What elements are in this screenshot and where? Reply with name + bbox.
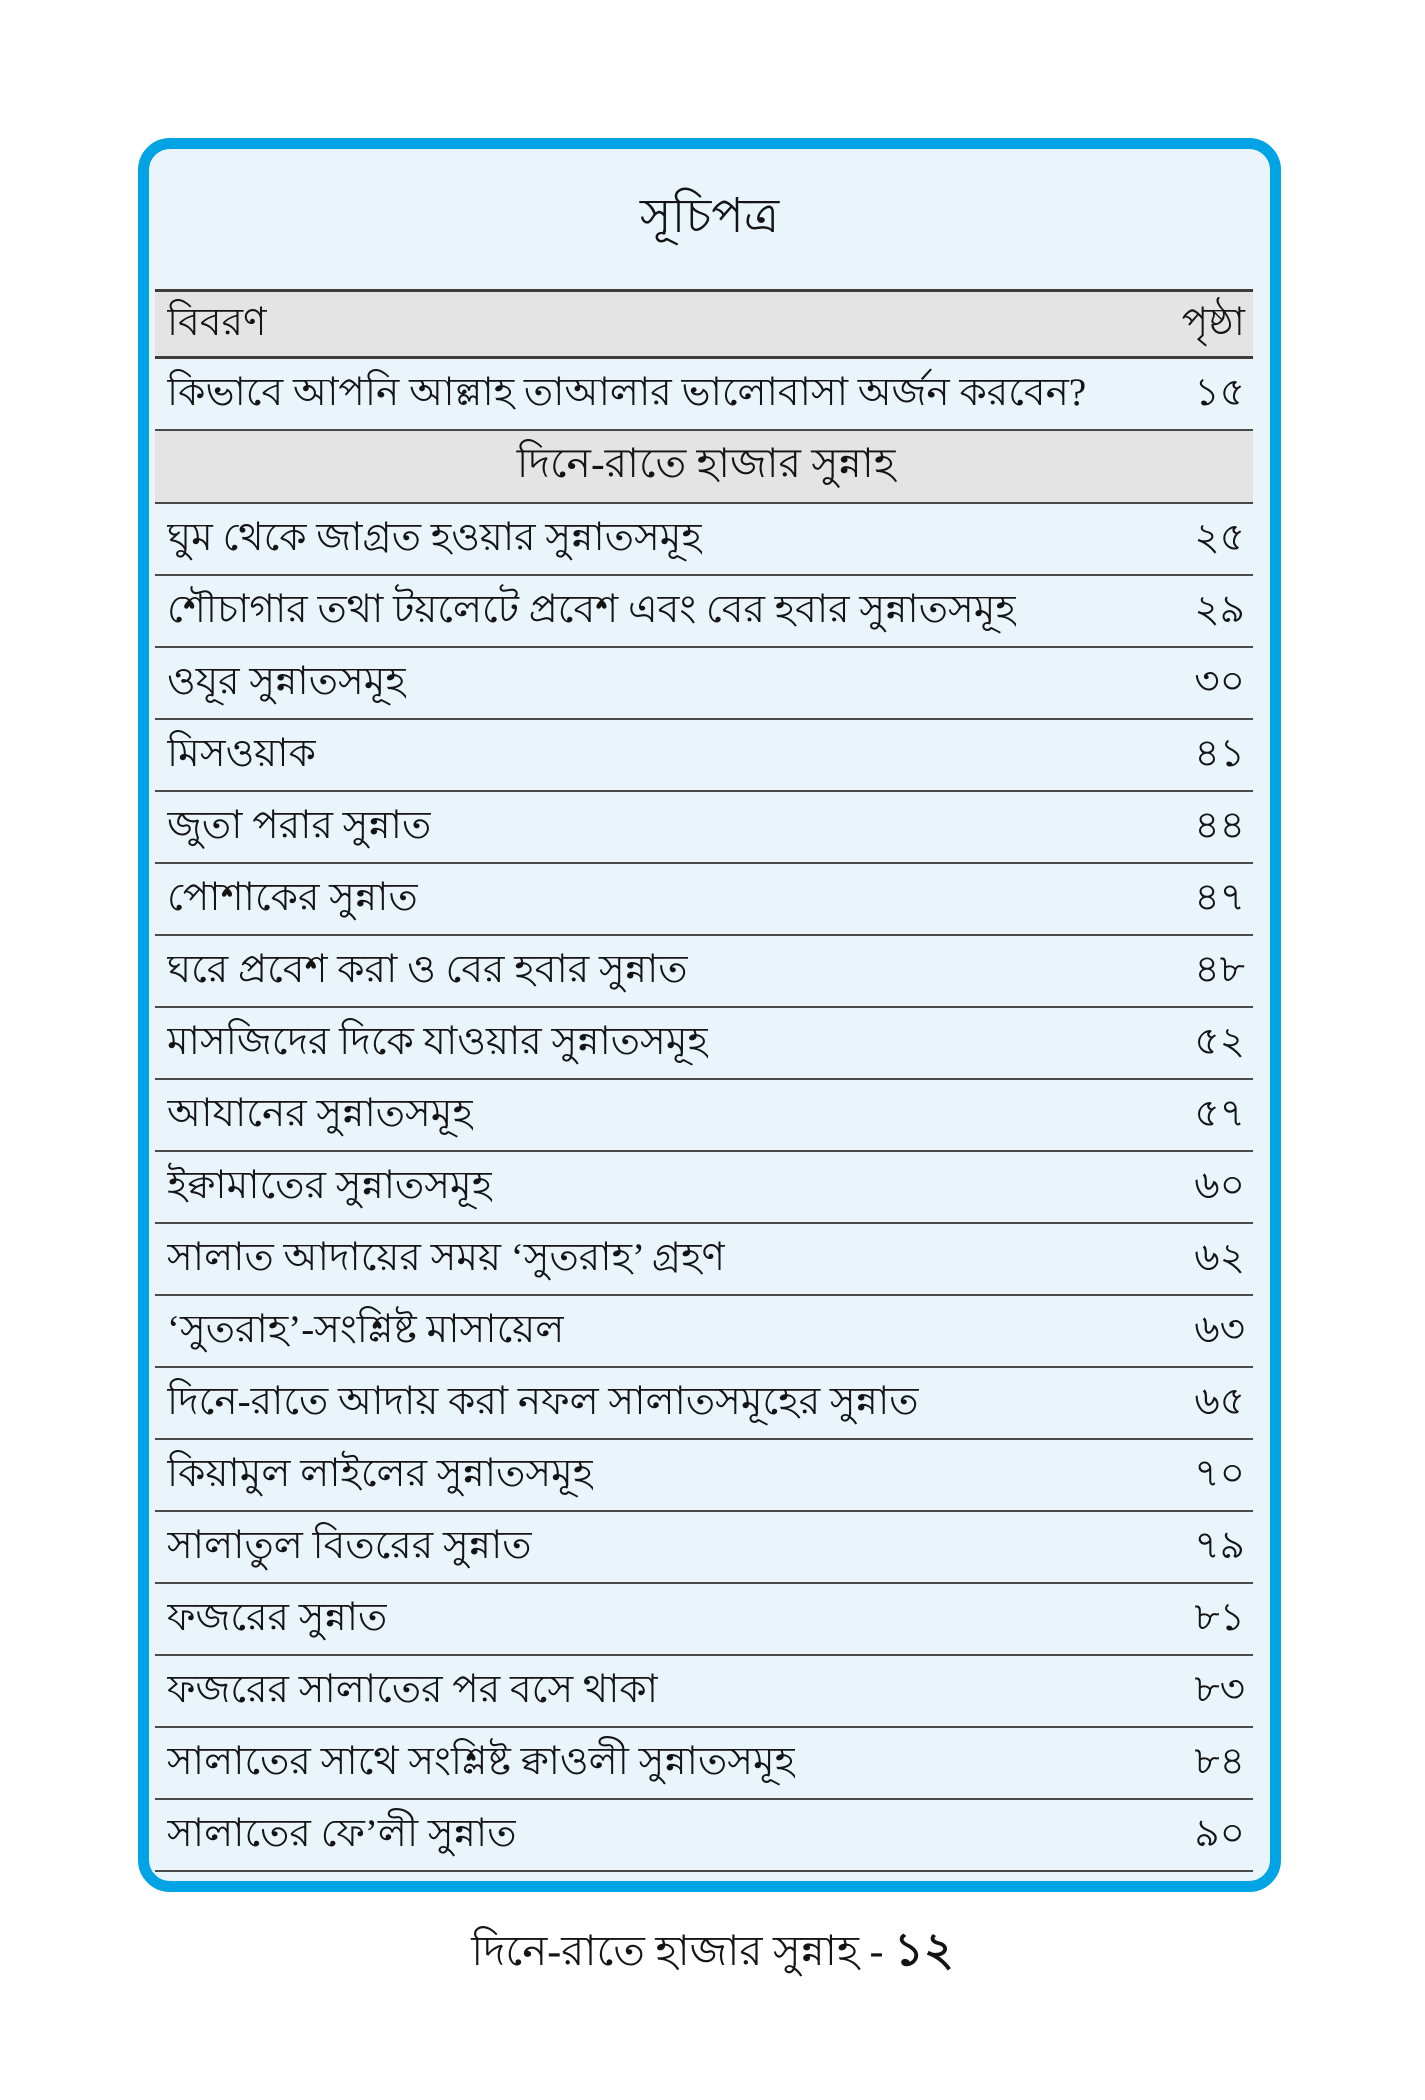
toc-rows (155, 504, 1253, 1872)
toc-row (155, 1656, 1253, 1728)
toc-row-description: ফজরের সুন্নাত (167, 1595, 388, 1639)
page-footer (0, 1918, 1425, 1982)
toc-row-page: ৭৯ (1194, 1523, 1245, 1567)
toc-row-page: ৪৪ (1194, 803, 1245, 847)
toc-row (155, 1224, 1253, 1296)
toc-box (138, 138, 1281, 1892)
toc-row (155, 720, 1253, 792)
toc-row-description: পোশাকের সুন্নাত (167, 875, 418, 919)
footer-book-title: দিনে-রাতে হাজার সুন্নাহ - (471, 1929, 894, 1975)
toc-row-description: শৌচাগার তথা টয়লেটে প্রবেশ এবং বের হবার সুন্নাতসমূহ (167, 587, 1016, 631)
toc-row (155, 1800, 1253, 1872)
toc-row-page: ৭০ (1194, 1451, 1245, 1495)
toc-row-description: ওযূর সুন্নাতসমূহ (167, 659, 406, 703)
toc-row (155, 1296, 1253, 1368)
toc-row-page: ৬৫ (1194, 1379, 1245, 1423)
toc-row (155, 936, 1253, 1008)
toc-row-description: জুতা পরার সুন্নাত (167, 803, 432, 847)
toc-section-header-row (155, 431, 1253, 504)
toc-row-description: কিভাবে আপনি আল্লাহ তাআলার ভালোবাসা অর্জন করবেন? (167, 370, 1087, 414)
toc-row-description: সালাত আদায়ের সময় ‘সুতরাহ’ গ্রহণ (167, 1235, 726, 1279)
toc-row-description: ঘুম থেকে জাগ্রত হওয়ার সুন্নাতসমূহ (167, 515, 702, 559)
toc-row (155, 1152, 1253, 1224)
toc-row-page: ৬৩ (1194, 1307, 1245, 1351)
toc-row-description: কিয়ামুল লাইলের সুন্নাতসমূহ (167, 1451, 594, 1495)
toc-header-description: বিবরণ (167, 300, 267, 344)
toc-row-description: সালাতের সাথে সংশ্লিষ্ট ক্বাওলী সুন্নাতসমূহ (167, 1739, 796, 1783)
toc-row (155, 1368, 1253, 1440)
toc-row (155, 359, 1253, 431)
toc-row-page: ৫২ (1194, 1019, 1245, 1063)
toc-row-page: ৬২ (1194, 1235, 1245, 1279)
toc-section-header-label: দিনে-রাতে হাজার সুন্নাহ (516, 440, 896, 486)
toc-row-page: ২৫ (1194, 515, 1245, 559)
toc-row (155, 1440, 1253, 1512)
toc-row-page: ৪৭ (1194, 875, 1245, 919)
toc-row-page: ১৫ (1194, 370, 1245, 414)
toc-row-description: সালাতের ফে’লী সুন্নাত (167, 1811, 517, 1855)
toc-row (155, 792, 1253, 864)
toc-row-page: ৪৮ (1194, 947, 1245, 991)
toc-row (155, 1512, 1253, 1584)
toc-row (155, 1728, 1253, 1800)
toc-row (155, 648, 1253, 720)
toc-row-page: ৮১ (1194, 1595, 1245, 1639)
toc-row-description: ‘সুতরাহ’-সংশ্লিষ্ট মাসায়েল (167, 1307, 565, 1351)
toc-row-description: মাসজিদের দিকে যাওয়ার সুন্নাতসমূহ (167, 1019, 708, 1063)
toc-row-page: ৪১ (1194, 731, 1245, 775)
footer-page-number: ১২ (893, 1924, 954, 1975)
toc-row-page: ৬০ (1194, 1163, 1245, 1207)
toc-row (155, 1080, 1253, 1152)
toc-row-description: দিনে-রাতে আদায় করা নফল সালাতসমূহের সুন্নাত (167, 1379, 919, 1423)
toc-row-description: আযানের সুন্নাতসমূহ (167, 1091, 473, 1135)
toc-row (155, 864, 1253, 936)
toc-row (155, 1584, 1253, 1656)
toc-row-description: মিসওয়াক (167, 731, 316, 775)
toc-row (155, 1008, 1253, 1080)
toc-header-page: পৃষ্ঠা (1181, 300, 1245, 344)
toc-row-description: ইক্বামাতের সুন্নাতসমূহ (167, 1163, 493, 1207)
toc-row-page: ৮৩ (1194, 1667, 1245, 1711)
toc-table (155, 289, 1253, 1872)
toc-row-page: ৫৭ (1194, 1091, 1245, 1135)
toc-row-description: ঘরে প্রবেশ করা ও বের হবার সুন্নাত (167, 947, 688, 991)
toc-row-page: ২৯ (1194, 587, 1245, 631)
toc-header-row (155, 289, 1253, 359)
toc-title: সূচিপত্র (639, 190, 780, 243)
toc-row-page: ৯০ (1194, 1811, 1245, 1855)
toc-row-description: সালাতুল বিতরের সুন্নাত (167, 1523, 532, 1567)
toc-row-description: ফজরের সালাতের পর বসে থাকা (167, 1667, 659, 1711)
toc-row-page: ৮৪ (1194, 1739, 1245, 1783)
toc-row (155, 504, 1253, 576)
toc-row (155, 576, 1253, 648)
toc-row-page: ৩০ (1194, 659, 1245, 703)
